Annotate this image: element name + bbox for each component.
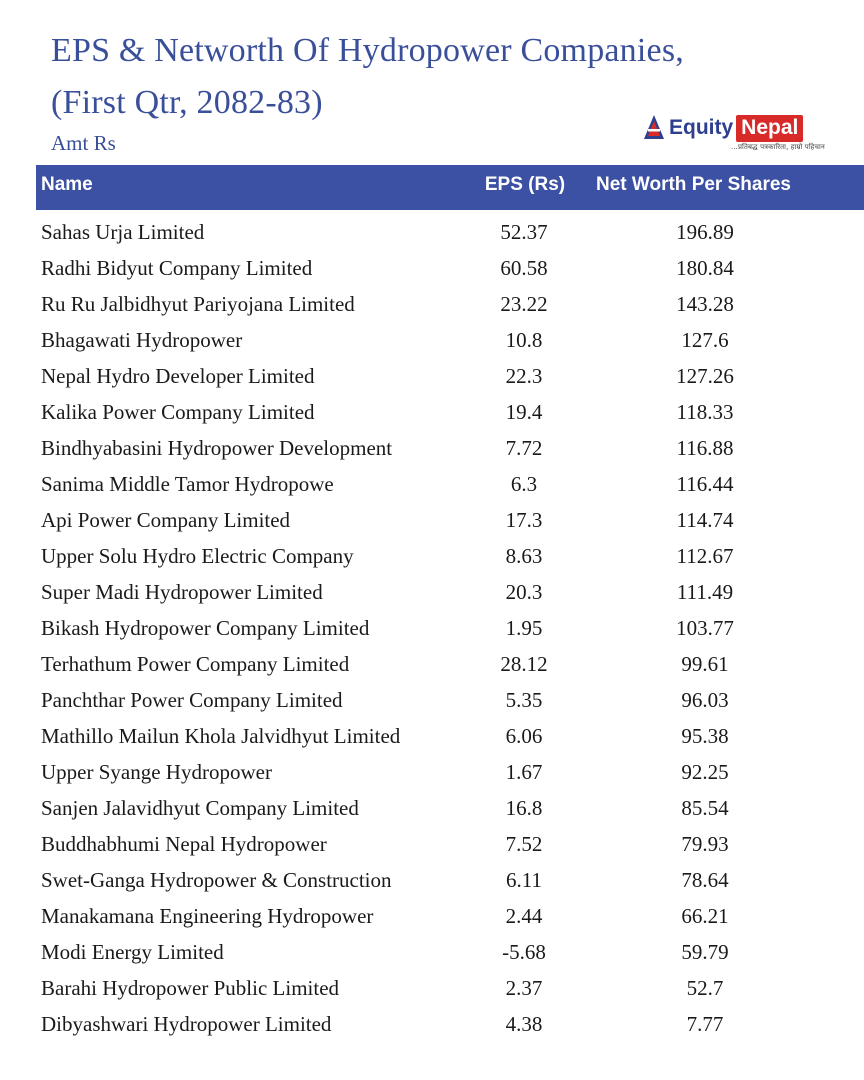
eps-cell: 52.37: [500, 220, 548, 244]
net-worth-cell: 59.79: [681, 940, 729, 964]
eps-cell: 19.4: [505, 400, 543, 424]
table-row: [0, 682, 864, 718]
company-name-cell: Panchthar Power Company Limited: [41, 688, 343, 712]
net-worth-cell: 95.38: [681, 724, 729, 748]
eps-cell: -5.68: [502, 940, 546, 964]
table-row: [0, 862, 864, 898]
net-worth-cell: 66.21: [681, 904, 729, 928]
table-row: [0, 250, 864, 286]
equity-nepal-logo: [641, 112, 827, 156]
company-name-cell: Upper Syange Hydropower: [41, 760, 272, 784]
logo-tagline: ...प्रतिबद्ध पत्रकारिता, हाम्रो पहिचान: [731, 143, 825, 151]
table-row: [0, 538, 864, 574]
eps-cell: 28.12: [500, 652, 548, 676]
table-row: [0, 718, 864, 754]
company-name-cell: Super Madi Hydropower Limited: [41, 580, 323, 604]
logo-mark-icon: [643, 114, 665, 140]
company-name-cell: Manakamana Engineering Hydropower: [41, 904, 374, 928]
eps-cell: 16.8: [505, 796, 543, 820]
page-title: EPS & Networth Of Hydropower Companies,: [51, 32, 684, 69]
net-worth-cell: 103.77: [676, 616, 734, 640]
net-worth-cell: 180.84: [676, 256, 734, 280]
table-row: [0, 790, 864, 826]
eps-cell: 2.37: [505, 976, 543, 1000]
table-row: [0, 970, 864, 1006]
net-worth-cell: 127.26: [676, 364, 734, 388]
company-name-cell: Bindhyabasini Hydropower Development: [41, 436, 393, 460]
column-header-name: Name: [41, 174, 93, 195]
table-row: [0, 502, 864, 538]
eps-cell: 22.3: [505, 364, 543, 388]
company-name-cell: Sanjen Jalavidhyut Company Limited: [41, 796, 359, 820]
eps-cell: 17.3: [505, 508, 543, 532]
table-row: [0, 466, 864, 502]
logo-word-equity: Equity: [669, 116, 734, 139]
table-row: [0, 898, 864, 934]
eps-cell: 6.06: [505, 724, 543, 748]
company-name-cell: Sahas Urja Limited: [41, 220, 205, 244]
eps-cell: 6.11: [506, 868, 542, 892]
eps-cell: 20.3: [505, 580, 543, 604]
table-row: [0, 646, 864, 682]
net-worth-cell: 96.03: [681, 688, 729, 712]
eps-cell: 7.52: [505, 832, 543, 856]
net-worth-cell: 127.6: [681, 328, 729, 352]
table-row: [0, 358, 864, 394]
table-row: [0, 826, 864, 862]
table-row: [0, 754, 864, 790]
table-row: [0, 394, 864, 430]
company-name-cell: Sanima Middle Tamor Hydropowe: [41, 472, 334, 496]
eps-cell: 8.63: [505, 544, 543, 568]
table-row: [0, 214, 864, 250]
net-worth-cell: 111.49: [676, 580, 734, 604]
table-row: [0, 610, 864, 646]
eps-cell: 10.8: [505, 328, 543, 352]
company-name-cell: Radhi Bidyut Company Limited: [41, 256, 313, 280]
eps-cell: 60.58: [500, 256, 548, 280]
net-worth-cell: 7.77: [686, 1012, 724, 1036]
net-worth-cell: 79.93: [681, 832, 729, 856]
table-body: [0, 214, 864, 1042]
company-name-cell: Modi Energy Limited: [41, 940, 224, 964]
company-name-cell: Terhathum Power Company Limited: [41, 652, 350, 676]
company-name-cell: Upper Solu Hydro Electric Company: [41, 544, 354, 568]
net-worth-cell: 116.44: [676, 472, 734, 496]
company-name-cell: Bikash Hydropower Company Limited: [41, 616, 370, 640]
net-worth-cell: 114.74: [676, 508, 734, 532]
column-header-eps: EPS (Rs): [484, 174, 566, 195]
table-row: [0, 1006, 864, 1042]
eps-cell: 6.3: [510, 472, 538, 496]
table-header: [36, 165, 864, 210]
net-worth-cell: 196.89: [676, 220, 734, 244]
company-name-cell: Kalika Power Company Limited: [41, 400, 315, 424]
net-worth-cell: 99.61: [681, 652, 729, 676]
net-worth-cell: 78.64: [681, 868, 729, 892]
table-row: [0, 934, 864, 970]
eps-cell: 2.44: [505, 904, 543, 928]
net-worth-cell: 85.54: [681, 796, 729, 820]
company-name-cell: Buddhabhumi Nepal Hydropower: [41, 832, 327, 856]
eps-cell: 1.67: [505, 760, 543, 784]
table-row: [0, 574, 864, 610]
company-name-cell: Mathillo Mailun Khola Jalvidhyut Limited: [41, 724, 401, 748]
net-worth-cell: 52.7: [686, 976, 724, 1000]
net-worth-cell: 116.88: [676, 436, 734, 460]
net-worth-cell: 92.25: [681, 760, 729, 784]
eps-cell: 1.95: [505, 616, 543, 640]
page-subtitle: (First Qtr, 2082-83): [51, 84, 323, 121]
company-name-cell: Bhagawati Hydropower: [41, 328, 243, 352]
net-worth-cell: 112.67: [676, 544, 734, 568]
company-name-cell: Swet-Ganga Hydropower & Construction: [41, 868, 392, 892]
company-name-cell: Barahi Hydropower Public Limited: [41, 976, 340, 1000]
table-row: [0, 322, 864, 358]
logo-word-nepal: Nepal: [736, 115, 803, 142]
company-name-cell: Nepal Hydro Developer Limited: [41, 364, 315, 388]
table-row: [0, 286, 864, 322]
column-header-net-worth: Net Worth Per Shares: [596, 174, 791, 195]
eps-cell: 5.35: [505, 688, 543, 712]
eps-cell: 7.72: [505, 436, 543, 460]
net-worth-cell: 143.28: [676, 292, 734, 316]
net-worth-cell: 118.33: [676, 400, 734, 424]
table-row: [0, 430, 864, 466]
company-name-cell: Ru Ru Jalbidhyut Pariyojana Limited: [41, 292, 355, 316]
company-name-cell: Dibyashwari Hydropower Limited: [41, 1012, 332, 1036]
eps-cell: 4.38: [505, 1012, 543, 1036]
eps-cell: 23.22: [500, 292, 548, 316]
company-name-cell: Api Power Company Limited: [41, 508, 291, 532]
amount-unit-label: Amt Rs: [51, 131, 116, 155]
